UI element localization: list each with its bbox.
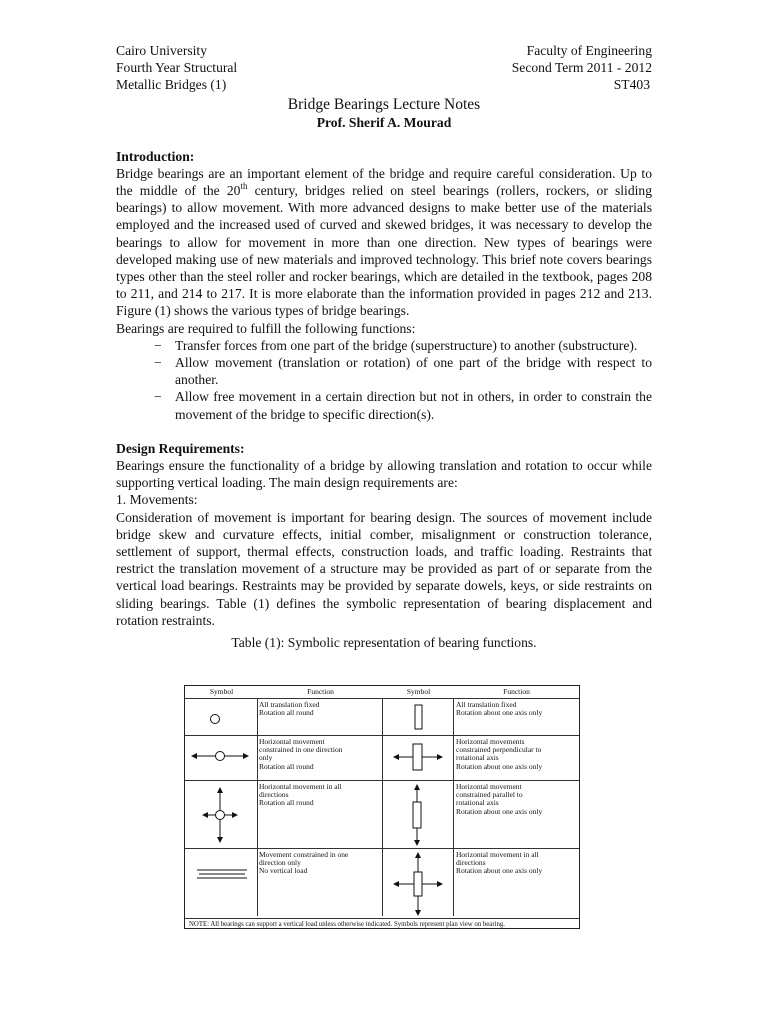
header-code: ST403 bbox=[613, 77, 650, 93]
page-title: Bridge Bearings Lecture Notes bbox=[287, 95, 481, 113]
function-text: Horizontal movement constrained in one direction only Rotation all round bbox=[259, 737, 343, 771]
circle-symbol-icon bbox=[209, 713, 221, 725]
table-caption: Table (1): Symbolic representation of bearing functions. bbox=[231, 635, 537, 651]
table-header bbox=[185, 686, 579, 698]
header-function-1: Function bbox=[307, 687, 334, 696]
document-page bbox=[116, 42, 652, 651]
header-row-1 bbox=[116, 42, 652, 59]
header-university: Cairo University bbox=[116, 43, 207, 58]
functions-list bbox=[116, 337, 652, 423]
function-text: Horizontal movements constrained perpendicular to rotational axis Rotation about one axis only bbox=[456, 737, 543, 771]
design-paragraph: Bearings ensure the functionality of a bridge by allowing translation and rotation to occur while supporting vertical loading. The main design requirements are: bbox=[116, 458, 652, 491]
two-way-arrow-circle-icon bbox=[189, 746, 253, 766]
header-function-2: Function bbox=[503, 687, 530, 696]
function-text: Movement constrained in one direction only No vertical load bbox=[259, 850, 349, 876]
header-year: Fourth Year Structural bbox=[116, 60, 238, 76]
author: Prof. Sherif A. Mourad bbox=[316, 114, 452, 130]
header-course: Metallic Bridges (1) bbox=[116, 77, 227, 93]
header-row-3 bbox=[116, 76, 652, 93]
header-symbol-2: Symbol bbox=[406, 687, 431, 696]
vertical-arrow-rectangle-icon bbox=[407, 783, 427, 847]
function-text: Horizontal movement constrained parallel to rotational axis Rotation about one axis only bbox=[456, 782, 543, 816]
symbol-table bbox=[184, 685, 580, 929]
movements-paragraph: Consideration of movement is important for bearing design. The sources of movement include bridge skew and curvature effects, initial comber, misalignment or construction tolerance, settlement of support, thermal effects, construction loads, and traffic loading. Restraints that restrict the translation movement of a structure may be provided as part of or separate from the vertical load bearings. Restraints may be provided by separate dowels, keys, or side restraints on sliding bearings. Table (1) defines the symbolic representation of bearing displacement and rotation restraints. bbox=[116, 509, 652, 628]
intro-heading: Introduction: bbox=[116, 148, 195, 164]
rectangle-symbol-icon bbox=[413, 704, 425, 732]
function-text: Horizontal movement in all directions Rotation all round bbox=[259, 782, 342, 808]
functions-intro: Bearings are required to fulfill the following functions: bbox=[116, 320, 416, 336]
table-row bbox=[185, 698, 579, 736]
header-faculty: Faculty of Engineering bbox=[526, 43, 652, 58]
table-row bbox=[185, 848, 579, 919]
four-way-arrow-rectangle-icon bbox=[391, 851, 445, 917]
movements-item: 1. Movements: bbox=[116, 492, 198, 508]
table-row bbox=[185, 780, 579, 849]
intro-paragraph: Bridge bearings are an important element of the bridge and require careful consideration. Up to the middle of the 20th century, bridges relied on steel bearings (rollers, rockers, or sliding bearings) to allow movement. With more advanced designs to make better use of the materials employed and the increased used of curved and skewed bridges, it was necessary to develop the bearings to allow for movement in more than one direction. New types of bearings were developed making use of new materials and improved technology. This brief note covers bearings types other than the steel roller and rocker bearings, which are detailed in the textbook, pages 208 to 211, and 214 to 217. It is more elaborate than the information provided in pages 212 and 213. Figure (1) shows the various types of bridge bearings. bbox=[116, 165, 653, 319]
header-term: Second Term 2011 - 2012 bbox=[511, 60, 652, 76]
function-text: All translation fixed Rotation all round bbox=[259, 700, 320, 718]
list-item: − Allow movement (translation or rotation) of one part of the bridge with respect to another. bbox=[154, 355, 652, 388]
four-way-arrow-circle-icon bbox=[200, 785, 240, 845]
table-note-row bbox=[185, 918, 579, 930]
table-row bbox=[185, 735, 579, 781]
function-text: All translation fixed Rotation about one axis only bbox=[456, 700, 543, 718]
header-symbol-1: Symbol bbox=[209, 687, 234, 696]
table-note: NOTE: All bearings can support a vertical load unless otherwise indicated. Symbols represent plan view on bearing. bbox=[189, 920, 505, 928]
design-heading: Design Requirements: bbox=[116, 440, 245, 456]
header-row-2 bbox=[116, 59, 652, 76]
two-way-arrow-rectangle-icon bbox=[391, 741, 445, 773]
list-item: − Transfer forces from one part of the bridge (superstructure) to another (substructure). bbox=[154, 337, 638, 353]
list-item: − Allow free movement in a certain direction but not in others, in order to constrain the movement of the bridge to specific direction(s). bbox=[154, 389, 652, 422]
function-text: Horizontal movement in all directions Rotation about one axis only bbox=[456, 850, 543, 876]
parallel-lines-icon bbox=[195, 867, 251, 881]
